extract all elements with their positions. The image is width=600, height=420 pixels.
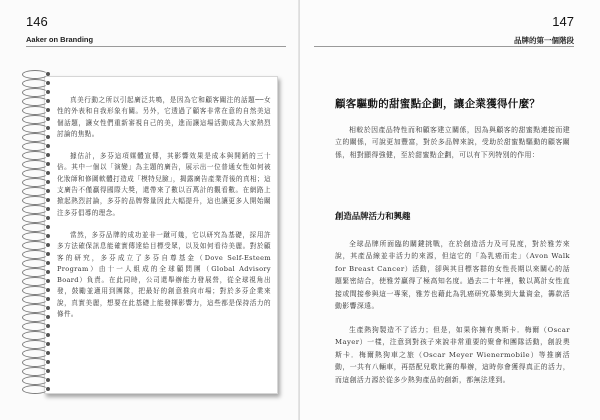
page-number-right: 147	[552, 14, 574, 29]
coil-wire	[22, 367, 48, 376]
coil-hole	[46, 369, 50, 373]
paragraph-text: 相較於因產品特性而和顧客建立關係，因為與顧客的甜蜜點連接而建立的關係，可說更加豐富，對於多品牌來說，受助於甜蜜點驅動的顧客關係，相對顯得強健，至於甜蜜點企劃，可以有下列特別的作用：	[335, 126, 570, 159]
coil-wire	[22, 151, 48, 160]
spiral-coil	[22, 358, 50, 367]
spiral-coil	[22, 241, 50, 250]
spiral-coil	[22, 124, 50, 133]
body-paragraph	[335, 238, 570, 312]
coil-wire	[22, 160, 48, 169]
coil-wire	[22, 205, 48, 214]
coil-hole	[46, 315, 50, 319]
spiral-coil	[22, 196, 50, 205]
coil-wire	[22, 88, 48, 97]
spiral-coil	[22, 97, 50, 106]
paragraph-text: 全球品牌所面臨的關鍵挑戰，在於創造活力及可見度，對於雅芳來說，其產品線並非活力的來源，但這它的「為乳癌而走」（Avon Walk for Breast Cancer）活動，卻與其目標客群的女性長期以來關心的話題緊密結合，使雅芳贏得了極高知名度。過去二十年裡，數以萬計女性直接或間接參與這一專案，雅芳也藉此為乳癌研究募集到大量資金，籌款活動影響深遠。	[335, 240, 570, 311]
coil-wire	[22, 358, 48, 367]
coil-hole	[46, 144, 50, 148]
subsection-title: 創造品牌活力和興趣	[335, 211, 411, 221]
running-header-right: 品牌的第一個階段	[514, 36, 574, 45]
card-text	[57, 95, 271, 331]
coil-wire	[22, 124, 48, 133]
spiral-coil	[22, 268, 50, 277]
coil-wire	[22, 196, 48, 205]
coil-hole	[46, 252, 50, 256]
coil-hole	[46, 261, 50, 265]
coil-hole	[46, 198, 50, 202]
coil-wire	[22, 313, 48, 322]
spiral-coil	[22, 205, 50, 214]
spiral-coil	[22, 340, 50, 349]
coil-wire	[22, 340, 48, 349]
spiral-coil	[22, 367, 50, 376]
coil-hole	[46, 216, 50, 220]
paragraph-text: 生產熱狗製造不了活力；但是，如果你擁有奧斯卡．梅爾（Oscar Mayer）一樣，注意到對孩子來說非常重要的聚會和團隊活動，創設奧斯卡．梅爾熱狗車之旅（Oscar Meyer Wienermobile）等推廣活動，一共有八輛車，再搭配兒歌比賽的舉辦，這時你會獲得真正的活力，而這創活力源於從多少熱狗產品的創新，都無法達到。	[335, 326, 570, 384]
section-heading: 顧客驅動的甜蜜點企劃，讓企業獲得什麼？	[335, 98, 541, 110]
coil-wire	[22, 259, 48, 268]
coil-wire	[22, 376, 48, 385]
spiral-coil	[22, 187, 50, 196]
spiral-coil	[22, 133, 50, 142]
spiral-coil	[22, 349, 50, 358]
card-paragraph: 據估計，多芬這項媒體宣傳，其影響效果是成本與開銷的三十倍。其中一個以「演變」為主題的廣告，展示出一位普通女性如何被化妝師和修圖軟體打造成「模特兒臉」，揭露廣告產業背後的真相；這支廣告不僅贏得國際大獎，還帶來了數以百萬計的觀看數。在網路上掀起熱烈討論，多芬的品牌聲量因此大幅提升，這也讓更多人開始關注多芬倡導的理念。	[57, 152, 271, 217]
coil-wire	[22, 133, 48, 142]
spiral-coil	[22, 295, 50, 304]
coil-hole	[46, 162, 50, 166]
card-paragraph: 當然，多芬品牌的成功並非一蹴可幾，它以研究為基礎，採用許多方法確保訊息能確實傳達給目標受眾，以及如何看待美麗。對於顧客的研究，多芬成立了多芬自尊基金（Dove Self-Esteem Program）由十一人組成的全球顧問團（Global Advisory Board）負責。在此同時，公司還舉辦能力發展營，從全球視角出發，鼓勵並適用到團隊，把最好的創意推向市場；對於多芬企業來說，真實美麗，想要在此基礎上能發揮影響力，這些都是保持活力的條件。	[57, 230, 271, 319]
running-header-left: Aaker on Branding	[26, 35, 94, 44]
coil-hole	[46, 81, 50, 85]
coil-wire	[22, 385, 48, 394]
coil-wire	[22, 349, 48, 358]
coil-wire	[22, 106, 48, 115]
coil-hole	[46, 360, 50, 364]
coil-wire	[22, 178, 48, 187]
body-paragraph	[335, 324, 570, 386]
coil-wire	[22, 304, 48, 313]
coil-wire	[22, 79, 48, 88]
coil-wire	[22, 214, 48, 223]
coil-hole	[46, 306, 50, 310]
coil-hole	[46, 279, 50, 283]
spiral-coil	[22, 142, 50, 151]
coil-hole	[46, 180, 50, 184]
spiral-binding	[22, 70, 52, 396]
coil-wire	[22, 187, 48, 196]
notebook-card	[44, 76, 278, 394]
spiral-coil	[22, 277, 50, 286]
coil-wire	[22, 268, 48, 277]
coil-wire	[22, 250, 48, 259]
coil-wire	[22, 241, 48, 250]
spiral-coil	[22, 385, 50, 394]
coil-hole	[46, 234, 50, 238]
coil-wire	[22, 232, 48, 241]
spiral-coil	[22, 151, 50, 160]
coil-wire	[22, 115, 48, 124]
coil-hole	[46, 225, 50, 229]
spiral-coil	[22, 232, 50, 241]
coil-hole	[46, 135, 50, 139]
spiral-coil	[22, 160, 50, 169]
coil-hole	[46, 378, 50, 382]
coil-hole	[46, 108, 50, 112]
spiral-coil	[22, 286, 50, 295]
coil-wire	[22, 286, 48, 295]
page-number-left: 146	[26, 14, 48, 29]
coil-wire	[22, 295, 48, 304]
spiral-coil	[22, 106, 50, 115]
coil-hole	[46, 270, 50, 274]
intro-paragraph	[335, 124, 570, 161]
spiral-coil	[22, 223, 50, 232]
coil-hole	[46, 351, 50, 355]
spiral-coil	[22, 376, 50, 385]
spiral-coil	[22, 169, 50, 178]
spiral-coil	[22, 214, 50, 223]
spiral-coil	[22, 313, 50, 322]
spiral-coil	[22, 70, 50, 79]
coil-hole	[46, 288, 50, 292]
coil-wire	[22, 331, 48, 340]
coil-hole	[46, 207, 50, 211]
coil-wire	[22, 142, 48, 151]
spiral-coil	[22, 322, 50, 331]
coil-wire	[22, 169, 48, 178]
coil-hole	[46, 189, 50, 193]
coil-hole	[46, 342, 50, 346]
coil-hole	[46, 243, 50, 247]
header-rule-right	[314, 46, 574, 47]
spiral-coil	[22, 79, 50, 88]
coil-wire	[22, 277, 48, 286]
coil-hole	[46, 117, 50, 121]
coil-hole	[46, 72, 50, 76]
coil-hole	[46, 99, 50, 103]
coil-hole	[46, 333, 50, 337]
spiral-coil	[22, 304, 50, 313]
coil-hole	[46, 153, 50, 157]
coil-hole	[46, 126, 50, 130]
spiral-coil	[22, 178, 50, 187]
coil-hole	[46, 324, 50, 328]
spiral-coil	[22, 331, 50, 340]
header-rule-left	[26, 46, 286, 47]
spiral-coil	[22, 115, 50, 124]
coil-hole	[46, 387, 50, 391]
coil-wire	[22, 70, 48, 79]
coil-wire	[22, 97, 48, 106]
coil-wire	[22, 223, 48, 232]
card-paragraph: 真美行動之所以引起廣泛共鳴，是因為它和顧客關注的話題──女性的外表和自我形象有關。另外，它透過了顧客非常在意的自然美這個話題，讓女性們重新審視自己的美，進而讓這場活動成為大家熱烈討論的焦點。	[57, 96, 271, 138]
coil-hole	[46, 171, 50, 175]
spiral-coil	[22, 259, 50, 268]
coil-hole	[46, 297, 50, 301]
coil-wire	[22, 322, 48, 331]
spiral-coil	[22, 88, 50, 97]
coil-hole	[46, 90, 50, 94]
spiral-coil	[22, 250, 50, 259]
